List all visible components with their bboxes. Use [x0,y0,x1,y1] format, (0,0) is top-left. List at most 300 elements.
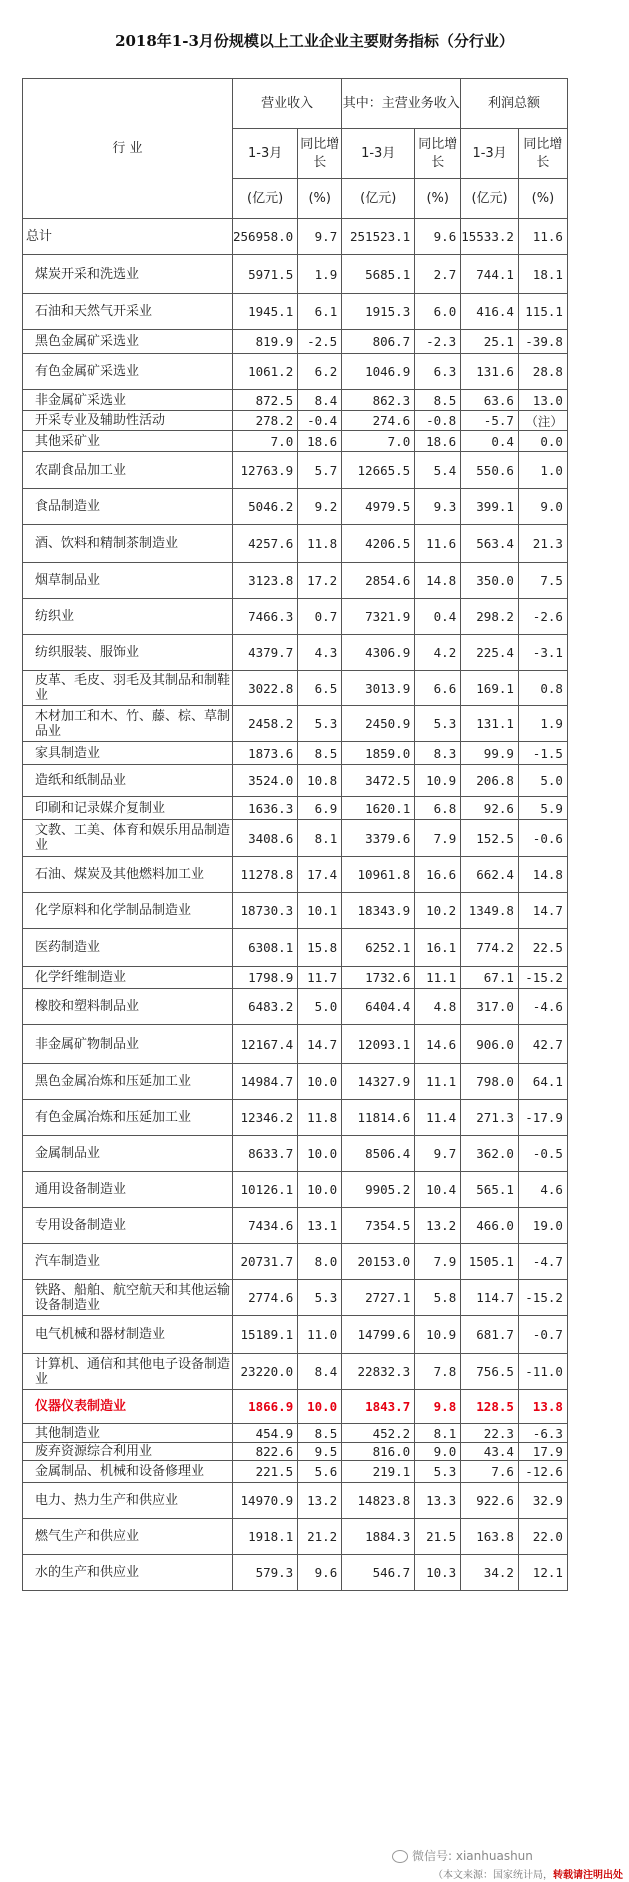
value-cell: 12763.9 [233,452,298,489]
value-cell: 10126.1 [233,1172,298,1208]
value-cell: 2727.1 [342,1280,415,1316]
table-row [23,765,568,797]
value-cell: 7434.6 [233,1208,298,1244]
value-cell: 1884.3 [342,1519,415,1555]
growth-cell: -15.2 [518,1280,567,1316]
value-cell: 14984.7 [233,1064,298,1100]
value-cell: 7354.5 [342,1208,415,1244]
growth-cell: 9.5 [298,1443,342,1461]
table-row [23,1519,568,1555]
growth-cell: 10.2 [415,893,461,929]
value-cell: 6252.1 [342,929,415,967]
header-unit: (亿元) [461,179,519,219]
industry-name-cell: 电气机械和器材制造业 [23,1316,233,1354]
industry-name-cell: 燃气生产和供应业 [23,1519,233,1555]
industry-name-cell: 电力、热力生产和供应业 [23,1483,233,1519]
growth-cell: 0.7 [298,599,342,635]
value-cell: 14327.9 [342,1064,415,1100]
industry-name-cell: 金属制品业 [23,1136,233,1172]
growth-cell: 5.0 [518,765,567,797]
growth-cell: 0.0 [518,431,567,452]
value-cell: 43.4 [461,1443,519,1461]
value-cell: 1636.3 [233,797,298,820]
value-cell: 565.1 [461,1172,519,1208]
value-cell: 271.3 [461,1100,519,1136]
growth-cell: 5.8 [415,1280,461,1316]
value-cell: 12093.1 [342,1025,415,1064]
value-cell: 2458.2 [233,706,298,742]
value-cell: 7321.9 [342,599,415,635]
growth-cell: 13.0 [518,390,567,411]
industry-name-cell: 家具制造业 [23,742,233,765]
source-note [433,1866,623,1881]
industry-name-cell: 印刷和记录媒介复制业 [23,797,233,820]
table-row [23,742,568,765]
industry-name-cell: 水的生产和供应业 [23,1555,233,1591]
growth-cell: 7.9 [415,820,461,857]
value-cell: 3013.9 [342,671,415,706]
growth-cell: 21.5 [415,1519,461,1555]
value-cell: 1505.1 [461,1244,519,1280]
growth-cell: -12.6 [518,1461,567,1483]
header-revenue: 营业收入 [233,79,342,129]
growth-cell: -2.5 [298,330,342,354]
growth-cell: 22.0 [518,1519,567,1555]
growth-cell: 28.8 [518,354,567,390]
table-row [23,706,568,742]
growth-cell: 10.0 [298,1136,342,1172]
table-row [23,820,568,857]
value-cell: 4379.7 [233,635,298,671]
growth-cell: 5.0 [298,989,342,1025]
wechat-watermark [392,1847,533,1864]
growth-cell: -11.0 [518,1354,567,1390]
value-cell: 4306.9 [342,635,415,671]
growth-cell: -2.3 [415,330,461,354]
value-cell: 1349.8 [461,893,519,929]
table-row [23,1354,568,1390]
value-cell: 34.2 [461,1555,519,1591]
growth-cell: 5.4 [415,452,461,489]
table-row [23,255,568,294]
value-cell: 362.0 [461,1136,519,1172]
value-cell: 63.6 [461,390,519,411]
value-cell: 6308.1 [233,929,298,967]
growth-cell: 11.1 [415,967,461,989]
growth-cell: 10.0 [298,1172,342,1208]
financial-indicators-table [22,78,568,1591]
value-cell: 1873.6 [233,742,298,765]
industry-name-cell: 有色金属矿采选业 [23,354,233,390]
growth-cell: 6.5 [298,671,342,706]
value-cell: 10961.8 [342,857,415,893]
table-row [23,599,568,635]
industry-name-cell: 皮革、毛皮、羽毛及其制品和制鞋业 [23,671,233,706]
source-prefix: （本文来源：国家统计局， [433,1870,553,1881]
value-cell: 2854.6 [342,563,415,599]
value-cell: 819.9 [233,330,298,354]
industry-name-cell: 通用设备制造业 [23,1172,233,1208]
growth-cell: 14.6 [415,1025,461,1064]
growth-cell: 16.6 [415,857,461,893]
value-cell: 2450.9 [342,706,415,742]
growth-cell: 11.4 [415,1100,461,1136]
value-cell: 452.2 [342,1424,415,1443]
industry-name-cell: 橡胶和塑料制品业 [23,989,233,1025]
header-growth: 同比增长 [415,129,461,179]
value-cell: 756.5 [461,1354,519,1390]
growth-cell: 10.0 [298,1390,342,1424]
table-row [23,294,568,330]
industry-name-cell: 废弃资源综合利用业 [23,1443,233,1461]
growth-cell: 0.4 [415,599,461,635]
growth-cell: 8.3 [415,742,461,765]
value-cell: 3379.6 [342,820,415,857]
growth-cell: 14.7 [298,1025,342,1064]
value-cell: 67.1 [461,967,519,989]
industry-name-cell: 煤炭开采和洗选业 [23,255,233,294]
value-cell: 114.7 [461,1280,519,1316]
growth-cell: 8.0 [298,1244,342,1280]
value-cell: 7.0 [342,431,415,452]
growth-cell: -6.3 [518,1424,567,1443]
value-cell: 22.3 [461,1424,519,1443]
wechat-id: 微信号: xianhuashun [412,1849,533,1863]
table-row [23,797,568,820]
header-period: 1-3月 [461,129,519,179]
value-cell: 5971.5 [233,255,298,294]
growth-cell: 17.9 [518,1443,567,1461]
growth-cell: 9.3 [415,489,461,525]
value-cell: 206.8 [461,765,519,797]
header-unit: (亿元) [342,179,415,219]
value-cell: 225.4 [461,635,519,671]
growth-cell: 1.0 [518,452,567,489]
table-row [23,525,568,563]
industry-name-cell: 纺织服装、服饰业 [23,635,233,671]
industry-name-cell: 非金属矿采选业 [23,390,233,411]
growth-cell: 5.6 [298,1461,342,1483]
value-cell: 99.9 [461,742,519,765]
value-cell: 20153.0 [342,1244,415,1280]
value-cell: 662.4 [461,857,519,893]
growth-cell: 7.9 [415,1244,461,1280]
table-row [23,1136,568,1172]
value-cell: 274.6 [342,411,415,431]
growth-cell: 10.9 [415,1316,461,1354]
value-cell: 3022.8 [233,671,298,706]
value-cell: 563.4 [461,525,519,563]
growth-cell: 12.1 [518,1555,567,1591]
header-unit: (%) [415,179,461,219]
value-cell: 163.8 [461,1519,519,1555]
table-row [23,635,568,671]
value-cell: 550.6 [461,452,519,489]
table-row [23,354,568,390]
value-cell: 1061.2 [233,354,298,390]
value-cell: 3472.5 [342,765,415,797]
industry-name-cell: 有色金属冶炼和压延加工业 [23,1100,233,1136]
growth-cell: 9.8 [415,1390,461,1424]
table-row [23,1208,568,1244]
value-cell: 11814.6 [342,1100,415,1136]
growth-cell: 4.2 [415,635,461,671]
growth-cell: 13.3 [415,1483,461,1519]
growth-cell: 9.2 [298,489,342,525]
value-cell: 131.6 [461,354,519,390]
value-cell: 3123.8 [233,563,298,599]
growth-cell: 10.4 [415,1172,461,1208]
industry-name-cell: 造纸和纸制品业 [23,765,233,797]
industry-name-cell: 仪器仪表制造业 [23,1390,233,1424]
value-cell: 23220.0 [233,1354,298,1390]
table-row [23,1172,568,1208]
growth-cell: 9.6 [415,219,461,255]
table-row [23,330,568,354]
value-cell: 317.0 [461,989,519,1025]
growth-cell: 9.0 [415,1443,461,1461]
value-cell: 466.0 [461,1208,519,1244]
value-cell: 816.0 [342,1443,415,1461]
value-cell: 4206.5 [342,525,415,563]
industry-name-cell: 黑色金属冶炼和压延加工业 [23,1064,233,1100]
table-row [23,893,568,929]
growth-cell: 16.1 [415,929,461,967]
table-row [23,929,568,967]
value-cell: 1798.9 [233,967,298,989]
table-row [23,219,568,255]
growth-cell: 10.8 [298,765,342,797]
value-cell: 7466.3 [233,599,298,635]
growth-cell: 4.3 [298,635,342,671]
growth-cell: 22.5 [518,929,567,967]
header-main-revenue: 其中：主营业务收入 [342,79,461,129]
header-growth: 同比增长 [298,129,342,179]
table-row [23,671,568,706]
value-cell: 8633.7 [233,1136,298,1172]
growth-cell: 115.1 [518,294,567,330]
industry-name-cell: 开采专业及辅助性活动 [23,411,233,431]
growth-cell: 17.2 [298,563,342,599]
table-row [23,452,568,489]
growth-cell: 9.7 [415,1136,461,1172]
industry-name-cell: 烟草制品业 [23,563,233,599]
growth-cell: 4.8 [415,989,461,1025]
table-row [23,1461,568,1483]
growth-cell: 6.1 [298,294,342,330]
growth-cell: 10.9 [415,765,461,797]
value-cell: 219.1 [342,1461,415,1483]
growth-cell: -17.9 [518,1100,567,1136]
value-cell: 8506.4 [342,1136,415,1172]
table-row [23,857,568,893]
growth-cell: 13.8 [518,1390,567,1424]
value-cell: 18730.3 [233,893,298,929]
industry-name-cell: 文教、工美、体育和娱乐用品制造业 [23,820,233,857]
value-cell: 350.0 [461,563,519,599]
value-cell: 14970.9 [233,1483,298,1519]
table-row [23,967,568,989]
growth-cell: 2.7 [415,255,461,294]
header-unit: (亿元) [233,179,298,219]
growth-cell: 0.8 [518,671,567,706]
growth-cell: 1.9 [298,255,342,294]
value-cell: 18343.9 [342,893,415,929]
header-unit: (%) [298,179,342,219]
value-cell: 862.3 [342,390,415,411]
value-cell: 131.1 [461,706,519,742]
growth-cell: -2.6 [518,599,567,635]
growth-cell: 5.9 [518,797,567,820]
growth-cell: 8.1 [298,820,342,857]
value-cell: 251523.1 [342,219,415,255]
industry-name-cell: 食品制造业 [23,489,233,525]
table-body [23,219,568,1591]
growth-cell: 8.5 [298,1424,342,1443]
industry-name-cell: 化学原料和化学制品制造业 [23,893,233,929]
value-cell: 454.9 [233,1424,298,1443]
growth-cell: 5.3 [415,706,461,742]
growth-cell: 5.3 [298,706,342,742]
growth-cell: 11.8 [298,525,342,563]
growth-cell: -15.2 [518,967,567,989]
value-cell: 1918.1 [233,1519,298,1555]
growth-cell: 5.3 [298,1280,342,1316]
growth-cell: 6.3 [415,354,461,390]
value-cell: 0.4 [461,431,519,452]
table-row [23,1100,568,1136]
growth-cell: 13.2 [415,1208,461,1244]
growth-cell: 13.2 [298,1483,342,1519]
industry-name-cell: 汽车制造业 [23,1244,233,1280]
growth-cell: 18.6 [415,431,461,452]
value-cell: 2774.6 [233,1280,298,1316]
value-cell: 278.2 [233,411,298,431]
growth-cell: 8.1 [415,1424,461,1443]
value-cell: 822.6 [233,1443,298,1461]
table-row [23,1316,568,1354]
value-cell: 14823.8 [342,1483,415,1519]
table-row [23,1280,568,1316]
value-cell: 12167.4 [233,1025,298,1064]
value-cell: 416.4 [461,294,519,330]
value-cell: 15189.1 [233,1316,298,1354]
table-row [23,1064,568,1100]
header-industry: 行 业 [23,79,233,219]
growth-cell: 9.7 [298,219,342,255]
value-cell: 399.1 [461,489,519,525]
growth-cell: 6.8 [415,797,461,820]
industry-name-cell: 铁路、船舶、航空航天和其他运输设备制造业 [23,1280,233,1316]
growth-cell: （注） [518,411,567,431]
value-cell: 5046.2 [233,489,298,525]
table-row [23,1390,568,1424]
growth-cell: 7.8 [415,1354,461,1390]
table-row [23,1443,568,1461]
growth-cell: 11.6 [415,525,461,563]
growth-cell: -39.8 [518,330,567,354]
header-period: 1-3月 [233,129,298,179]
growth-cell: 15.8 [298,929,342,967]
growth-cell: 6.2 [298,354,342,390]
value-cell: 20731.7 [233,1244,298,1280]
value-cell: 906.0 [461,1025,519,1064]
value-cell: 25.1 [461,330,519,354]
value-cell: 1620.1 [342,797,415,820]
growth-cell: 21.2 [298,1519,342,1555]
header-growth: 同比增长 [518,129,567,179]
growth-cell: 11.7 [298,967,342,989]
value-cell: 22832.3 [342,1354,415,1390]
value-cell: 256958.0 [233,219,298,255]
page-title: 2018年1-3月份规模以上工业企业主要财务指标（分行业） [115,32,514,50]
growth-cell: 11.1 [415,1064,461,1100]
value-cell: 169.1 [461,671,519,706]
table-row [23,1483,568,1519]
table-row [23,1555,568,1591]
table-row [23,411,568,431]
growth-cell: 6.9 [298,797,342,820]
value-cell: 872.5 [233,390,298,411]
industry-name-cell: 其他制造业 [23,1424,233,1443]
value-cell: 922.6 [461,1483,519,1519]
industry-name-cell: 计算机、通信和其他电子设备制造业 [23,1354,233,1390]
industry-name-cell: 石油和天然气开采业 [23,294,233,330]
value-cell: 1732.6 [342,967,415,989]
value-cell: 744.1 [461,255,519,294]
growth-cell: 5.7 [298,452,342,489]
industry-name-cell: 纺织业 [23,599,233,635]
growth-cell: 7.5 [518,563,567,599]
table-row [23,1025,568,1064]
value-cell: 806.7 [342,330,415,354]
value-cell: 9905.2 [342,1172,415,1208]
growth-cell: 11.0 [298,1316,342,1354]
industry-name-cell: 金属制品、机械和设备修理业 [23,1461,233,1483]
table-row [23,563,568,599]
header-period: 1-3月 [342,129,415,179]
growth-cell: -1.5 [518,742,567,765]
value-cell: 579.3 [233,1555,298,1591]
industry-name-cell: 专用设备制造业 [23,1208,233,1244]
growth-cell: 42.7 [518,1025,567,1064]
value-cell: 3408.6 [233,820,298,857]
value-cell: 92.6 [461,797,519,820]
value-cell: 7.6 [461,1461,519,1483]
growth-cell: 11.6 [518,219,567,255]
value-cell: 12665.5 [342,452,415,489]
value-cell: 546.7 [342,1555,415,1591]
value-cell: 1945.1 [233,294,298,330]
growth-cell: 13.1 [298,1208,342,1244]
table-row [23,989,568,1025]
source-repost-note: 转载请注明出处 [553,1870,623,1881]
growth-cell: -0.5 [518,1136,567,1172]
value-cell: 4257.6 [233,525,298,563]
industry-name-cell: 木材加工和木、竹、藤、棕、草制品业 [23,706,233,742]
growth-cell: 1.9 [518,706,567,742]
growth-cell: 21.3 [518,525,567,563]
growth-cell: 10.0 [298,1064,342,1100]
industry-name-cell: 黑色金属矿采选业 [23,330,233,354]
industry-name-cell: 酒、饮料和精制茶制造业 [23,525,233,563]
value-cell: 7.0 [233,431,298,452]
growth-cell: 10.1 [298,893,342,929]
growth-cell: 11.8 [298,1100,342,1136]
value-cell: 5685.1 [342,255,415,294]
industry-name-cell: 医药制造业 [23,929,233,967]
growth-cell: -4.6 [518,989,567,1025]
